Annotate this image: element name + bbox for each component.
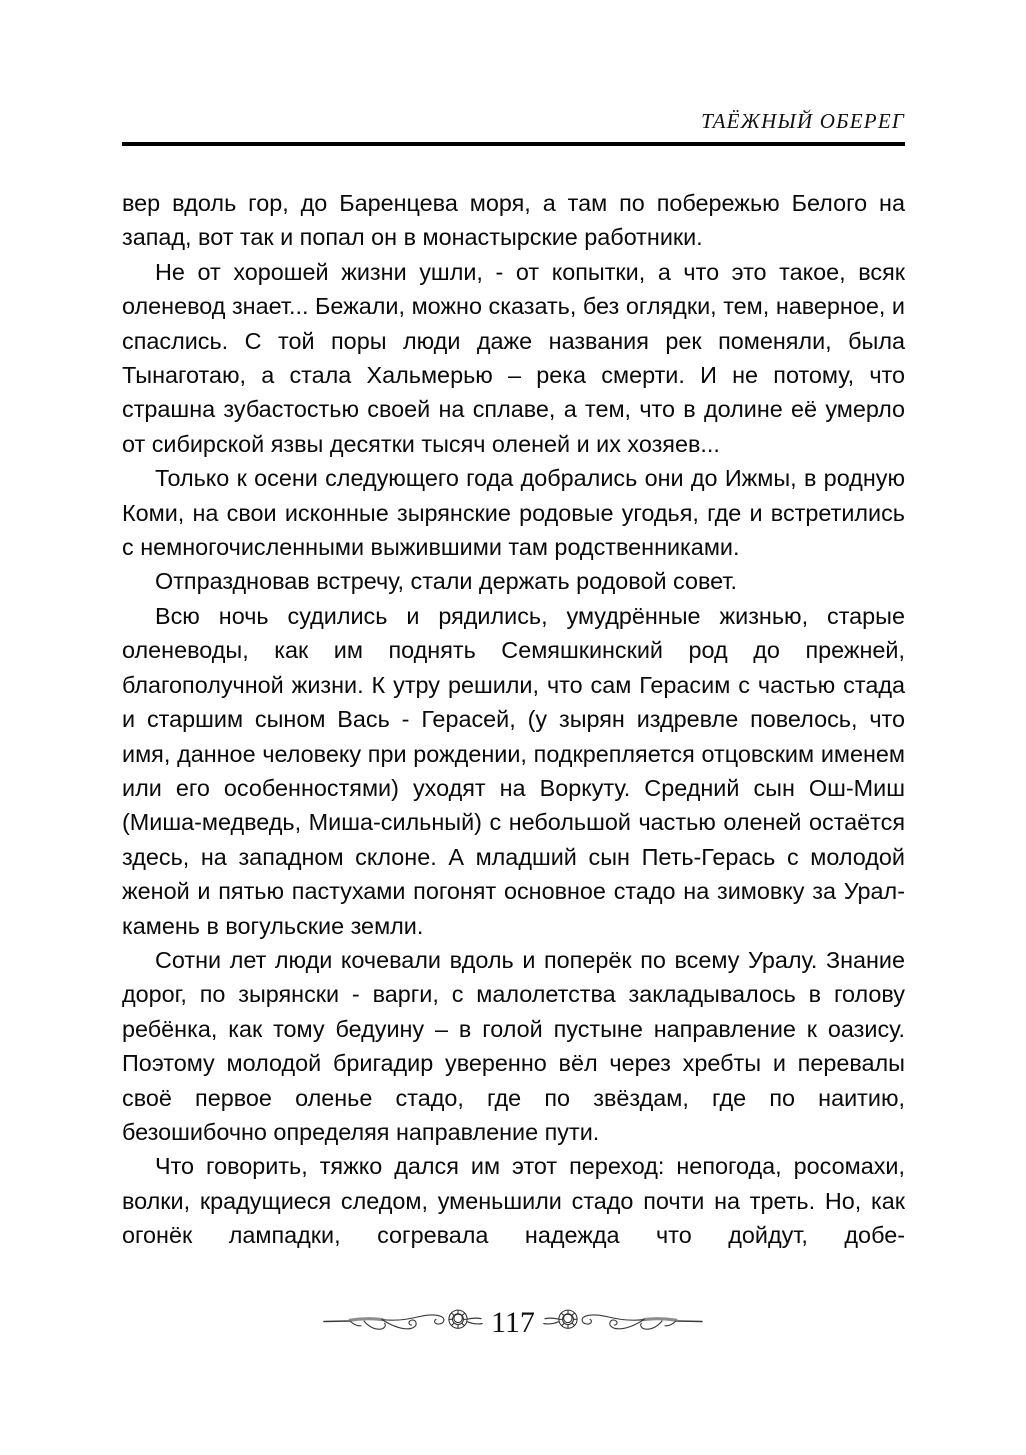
flourish-rosette-icon xyxy=(536,1305,706,1339)
running-head-title: ТАЁЖНЫЙ ОБЕРЕГ xyxy=(701,109,905,133)
header-rule xyxy=(122,142,905,146)
body-text-block xyxy=(122,186,905,1253)
paragraph: Только к осени следующего года добрались они до Ижмы, в родную Коми, на свои исконные зырянские родовые угодья, где и встретились с немногочисленными выжившими там родственниками. xyxy=(122,465,905,561)
paragraph: Всю ночь судились и рядились, умудрённые жизнью, старые оленеводы, как им поднять Семяшкинский род до прежней, благополучной жизни. К утру решили, что сам Герасим с частью стада и старшим сыном Вась - Герасей, (у зырян издревле повелось, что имя, данное человеку при рождении, подкрепляется отцовским именем или его особенностями) уходят на Воркуту. Средний сын Ош-Миш (Миша-медведь, Миша-сильный) с небольшой частью оленей остаётся здесь, на западном склоне. А младший сын Петь-Герась с молодой женой и пятью пастухами погонят основное стадо на зимовку за Урал-камень в вогульские земли. xyxy=(122,602,905,939)
paragraph: Отпраздновав встречу, стали держать родовой совет. xyxy=(155,568,738,595)
page-number: 117 xyxy=(491,1306,535,1339)
paragraph: вер вдоль гор, до Баренцева моря, а там по побережью Белого на запад, вот так и попал он в монастырские работники. xyxy=(122,190,905,251)
flourish-rosette-icon xyxy=(320,1305,490,1339)
paragraph: Что говорить, тяжко дался им этот переход: непогода, росомахи, волки, крадущиеся следом, уменьшили стадо почти на треть. Но, как огонёк лампадки, согревала надежда что дойдут, добе- xyxy=(122,1153,905,1249)
paragraph: Не от хорошей жизни ушли, - от копытки, а что это такое, всяк оленевод знает... Бежали, можно сказать, без оглядки, тем, наверное, и спаслись. С той поры люди даже названия рек поменяли, была Тынаготаю, а стала Хальмерью – река смерти. И не потому, что страшна зубастостью своей на сплаве, а тем, что в долине её умерло от сибирской язвы десятки тысяч оленей и их хозяев... xyxy=(122,258,905,457)
paragraph: Сотни лет люди кочевали вдоль и поперёк по всему Уралу. Знание дорог, по зырянски - варги, с малолетства закладывалось в голову ребёнка, как тому бедуину – в голой пустыне направление к оазису. Поэтому молодой бригадир уверенно вёл через хребты и перевалы своё первое оленье стадо, где по звёздам, где по наитию, безошибочно определяя направление пути. xyxy=(122,946,905,1145)
page-footer xyxy=(0,1296,1026,1348)
